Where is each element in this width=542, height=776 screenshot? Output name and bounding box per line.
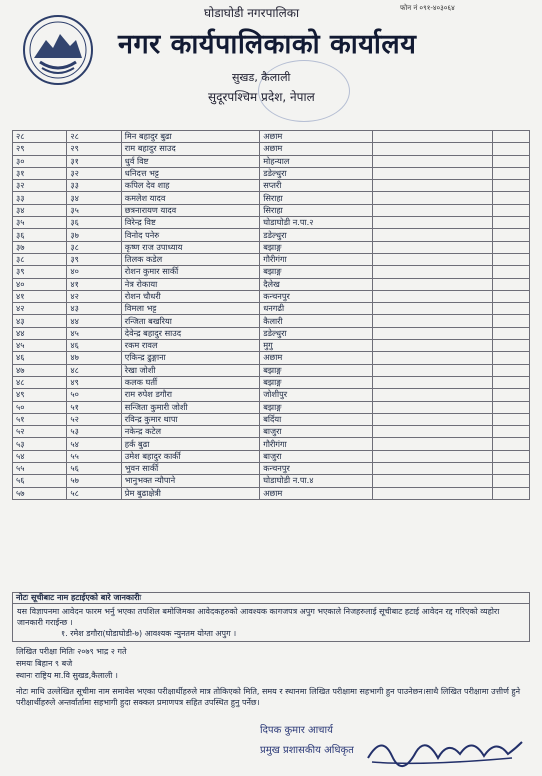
blank-cell [373, 475, 492, 487]
blank-cell [373, 131, 492, 143]
serial-number: ४६ [13, 352, 67, 364]
candidate-address: बाजुरा [260, 450, 373, 462]
roll-number: ४१ [67, 278, 121, 290]
candidate-address: अछाम [260, 131, 373, 143]
table-row [13, 426, 530, 438]
roll-number: ४८ [67, 364, 121, 376]
blank-cell [373, 376, 492, 388]
table-row [13, 192, 530, 204]
blank-cell [373, 389, 492, 401]
candidate-name: भानुभक्त न्यौपाने [121, 475, 259, 487]
blank-cell [373, 241, 492, 253]
table-row [13, 290, 530, 302]
roll-number: ५० [67, 389, 121, 401]
candidate-address: गौरीगंगा [260, 253, 373, 265]
candidate-name: कलक घर्ती [121, 376, 259, 388]
candidate-name: मिन बहादुर बुढा [121, 131, 259, 143]
blank-cell [492, 340, 529, 352]
serial-number: ५० [13, 401, 67, 413]
blank-cell [373, 290, 492, 302]
roll-number: ३८ [67, 241, 121, 253]
roll-number: ४७ [67, 352, 121, 364]
blank-cell [492, 327, 529, 339]
serial-number: ३० [13, 155, 67, 167]
table-row [13, 389, 530, 401]
blank-cell [492, 389, 529, 401]
table-row [13, 167, 530, 179]
blank-cell [373, 315, 492, 327]
candidate-address: डडेल्धुरा [260, 167, 373, 179]
blank-cell [373, 192, 492, 204]
serial-number: ३१ [13, 167, 67, 179]
serial-number: ४९ [13, 389, 67, 401]
notes-body [12, 604, 530, 642]
serial-number: ४१ [13, 290, 67, 302]
signatory-name: दिपक कुमार आचार्य [260, 725, 333, 736]
signatory-title: प्रमुख प्रशासकीय अधिकृत [260, 745, 354, 756]
roll-number: ३३ [67, 180, 121, 192]
candidate-name: रविन्द्र कुमार थापा [121, 413, 259, 425]
blank-cell [492, 167, 529, 179]
blank-cell [373, 487, 492, 499]
serial-number: २९ [13, 143, 67, 155]
table-row [13, 315, 530, 327]
serial-number: ३६ [13, 229, 67, 241]
serial-number: ५२ [13, 426, 67, 438]
candidate-address: अछाम [260, 487, 373, 499]
blank-cell [492, 229, 529, 241]
candidate-address: कन्चनपुर [260, 290, 373, 302]
table-row [13, 217, 530, 229]
candidate-name: उमेश बहादुर कार्की [121, 450, 259, 462]
org-name: घोडाघोडी नगरपालिका [204, 6, 300, 20]
table-row [13, 303, 530, 315]
candidate-address: सप्तरी [260, 180, 373, 192]
serial-number: ४८ [13, 376, 67, 388]
candidate-address: कन्चनपुर [260, 463, 373, 475]
blank-cell [492, 426, 529, 438]
blank-cell [373, 450, 492, 462]
table-row [13, 364, 530, 376]
blank-cell [492, 463, 529, 475]
serial-number: ३४ [13, 204, 67, 216]
roll-number: ५४ [67, 438, 121, 450]
notes-text: यस विज्ञापनमा आवेदन फारम भर्नु भएका तपशिल बमोजिमका आवेदकहरुको आवश्यक कागजपत्र अपुग भएकाले निजहरुलाई सूचीबाट हटाई आवेदन रद्द गरिएको व्यहोरा जानकारी गराईन्छ । [17, 607, 500, 627]
blank-cell [373, 229, 492, 241]
blank-cell [373, 364, 492, 376]
candidate-name: रकम रावल [121, 340, 259, 352]
candidate-address: मुगु [260, 340, 373, 352]
candidate-name: राम रुपेश डगौरा [121, 389, 259, 401]
phone-number: फोन नं ०९१-४०३०६४ [400, 4, 455, 12]
candidate-name: धुर्व विष्ट [121, 155, 259, 167]
removal-notes [12, 592, 530, 642]
blank-cell [492, 303, 529, 315]
candidate-name: देवेन्द्र बहादुर साउद [121, 327, 259, 339]
candidate-address: बर्दिया [260, 413, 373, 425]
candidate-address: धनगढी [260, 303, 373, 315]
blank-cell [373, 352, 492, 364]
serial-number: ४७ [13, 364, 67, 376]
candidate-name: विरेन्द्र विष्ट [121, 217, 259, 229]
blank-cell [373, 217, 492, 229]
nepal-emblem-icon [20, 12, 96, 88]
serial-number: ३८ [13, 253, 67, 265]
serial-number: ५४ [13, 450, 67, 462]
roll-number: ४६ [67, 340, 121, 352]
blank-cell [492, 217, 529, 229]
table-row [13, 438, 530, 450]
candidate-address: बाजुरा [260, 426, 373, 438]
table-row [13, 229, 530, 241]
blank-cell [373, 327, 492, 339]
blank-cell [492, 155, 529, 167]
candidate-address: डडेल्धुरा [260, 229, 373, 241]
roll-number: ४३ [67, 303, 121, 315]
candidate-address: डडेल्धुरा [260, 327, 373, 339]
candidate-address: सिराहा [260, 204, 373, 216]
blank-cell [492, 376, 529, 388]
exam-time: समयः बिहान ९ बजे [16, 659, 73, 668]
table-row [13, 327, 530, 339]
serial-number: ४४ [13, 327, 67, 339]
address-line2: सुदूरपश्चिम प्रदेश, नेपाल [208, 90, 315, 104]
table-row [13, 450, 530, 462]
blank-cell [492, 352, 529, 364]
candidate-address: कैलारी [260, 315, 373, 327]
candidate-name: विनोद पनेरु [121, 229, 259, 241]
blank-cell [492, 131, 529, 143]
table-row [13, 463, 530, 475]
candidate-address: सिराहा [260, 192, 373, 204]
blank-cell [373, 204, 492, 216]
serial-number: ५१ [13, 413, 67, 425]
table-row [13, 241, 530, 253]
blank-cell [373, 180, 492, 192]
blank-cell [373, 253, 492, 265]
blank-cell [492, 192, 529, 204]
blank-cell [373, 155, 492, 167]
serial-number: ३५ [13, 217, 67, 229]
candidate-address: बझाङ्ग [260, 266, 373, 278]
roll-number: ५५ [67, 450, 121, 462]
candidate-name: एकिन्द्र ढुङ्गाना [121, 352, 259, 364]
table-row [13, 352, 530, 364]
candidate-address: घोडाघोडी न.पा.२ [260, 217, 373, 229]
table-row [13, 155, 530, 167]
letterhead [0, 0, 542, 130]
blank-cell [492, 315, 529, 327]
table-row [13, 413, 530, 425]
final-note: नोटः माथि उल्लेखित सूचीमा नाम समावेस भएका परीक्षार्थीहरुले मात्र तोकिएको मिति, समय र स्थानमा लिखित परीक्षामा सहभागी हुन पाउनेछन।साथै लिखित परीक्षामा उत्तीर्ण हुने परीक्षार्थीहरुले अन्तर्वार्तामा सहभागी हुदा सक्कल प्रमाणपत्र सहित उपस्थित हुनु पर्नेछ। [16, 687, 521, 707]
blank-cell [373, 278, 492, 290]
table-row [13, 253, 530, 265]
serial-number: ३२ [13, 180, 67, 192]
roll-number: ४५ [67, 327, 121, 339]
blank-cell [492, 180, 529, 192]
serial-number: २८ [13, 131, 67, 143]
candidate-name: धनिदत्त भट्ट [121, 167, 259, 179]
roll-number: २८ [67, 131, 121, 143]
blank-cell [492, 364, 529, 376]
candidate-address: बझाङ्ग [260, 241, 373, 253]
candidate-name: विमला भट्ट [121, 303, 259, 315]
blank-cell [373, 426, 492, 438]
blank-cell [492, 450, 529, 462]
candidate-name: भुवन सार्की [121, 463, 259, 475]
serial-number: ५७ [13, 487, 67, 499]
table-row [13, 131, 530, 143]
roll-number: ३२ [67, 167, 121, 179]
blank-cell [492, 143, 529, 155]
roll-number: ३५ [67, 204, 121, 216]
candidate-name: रोशन चौधरी [121, 290, 259, 302]
roll-number: ५७ [67, 475, 121, 487]
roll-number: ४४ [67, 315, 121, 327]
candidate-table-body [13, 131, 530, 500]
blank-cell [492, 204, 529, 216]
office-title: नगर कार्यपालिकाको कार्यालय [118, 29, 417, 60]
roll-number: ५१ [67, 401, 121, 413]
serial-number: ५३ [13, 438, 67, 450]
candidate-name: छत्रनारायण यादव [121, 204, 259, 216]
roll-number: ३९ [67, 253, 121, 265]
serial-number: ४५ [13, 340, 67, 352]
candidate-address: अछाम [260, 143, 373, 155]
roll-number: ४२ [67, 290, 121, 302]
table-row [13, 376, 530, 388]
notes-heading: नोटः सूचीबाट नाम हटाईएको बारे जानकारीः [12, 592, 530, 604]
exam-venue: स्थानः राष्ट्रिय मा.वि सुखड,कैलाली । [16, 671, 118, 680]
blank-cell [373, 463, 492, 475]
serial-number: ४२ [13, 303, 67, 315]
serial-number: ३७ [13, 241, 67, 253]
blank-cell [492, 438, 529, 450]
roll-number: ३७ [67, 229, 121, 241]
roll-number: ५२ [67, 413, 121, 425]
candidate-name: नकेन्द्र कटेल [121, 426, 259, 438]
serial-number: ५५ [13, 463, 67, 475]
blank-cell [373, 413, 492, 425]
blank-cell [373, 303, 492, 315]
candidate-address: बझाङ्ग [260, 401, 373, 413]
blank-cell [492, 401, 529, 413]
serial-number: ४० [13, 278, 67, 290]
candidate-name: कपिल देव शाह [121, 180, 259, 192]
roll-number: ४० [67, 266, 121, 278]
serial-number: ३९ [13, 266, 67, 278]
blank-cell [373, 438, 492, 450]
blank-cell [492, 475, 529, 487]
candidate-address: दैलेख [260, 278, 373, 290]
candidate-address: बझाङ्ग [260, 364, 373, 376]
candidate-table [12, 130, 530, 500]
table-row [13, 278, 530, 290]
blank-cell [373, 340, 492, 352]
blank-cell [492, 278, 529, 290]
blank-cell [492, 241, 529, 253]
blank-cell [492, 290, 529, 302]
serial-number: ५६ [13, 475, 67, 487]
candidate-address: घोडाघोडी न.पा.४ [260, 475, 373, 487]
blank-cell [492, 487, 529, 499]
candidate-name: रन्जिता बखरिया [121, 315, 259, 327]
blank-cell [492, 253, 529, 265]
handwritten-signature [362, 728, 526, 768]
candidate-address: गौरीगंगा [260, 438, 373, 450]
table-row [13, 143, 530, 155]
table-row [13, 475, 530, 487]
roll-number: ५६ [67, 463, 121, 475]
candidate-address: जोशीपुर [260, 389, 373, 401]
exam-date: लिखित परीक्षा मितिः २०७९ भाद्र २ गते [16, 647, 127, 656]
candidate-name: नेत्र रोकाया [121, 278, 259, 290]
table-row [13, 180, 530, 192]
candidate-name: सन्जिता कुमारी जोशी [121, 401, 259, 413]
candidate-name: तिलक कडेल [121, 253, 259, 265]
candidate-name: राम बहादुर साउद [121, 143, 259, 155]
roll-number: ३१ [67, 155, 121, 167]
candidate-name: कमलेश यादव [121, 192, 259, 204]
table-row [13, 340, 530, 352]
table-row [13, 266, 530, 278]
table-row [13, 204, 530, 216]
roll-number: ३४ [67, 192, 121, 204]
roll-number: ४९ [67, 376, 121, 388]
blank-cell [492, 266, 529, 278]
candidate-name: रेखा जोशी [121, 364, 259, 376]
blank-cell [373, 401, 492, 413]
candidate-name: रोशन कुमार सार्की [121, 266, 259, 278]
candidate-address: मोहन्याल [260, 155, 373, 167]
candidate-address: बझाङ्ग [260, 376, 373, 388]
candidate-name: हर्क बुढा [121, 438, 259, 450]
roll-number: २९ [67, 143, 121, 155]
blank-cell [373, 266, 492, 278]
table-row [13, 401, 530, 413]
serial-number: ३३ [13, 192, 67, 204]
table-row [13, 487, 530, 499]
candidate-name: प्रेम बुढाक्षेत्री [121, 487, 259, 499]
candidate-name: कृष्ण राज उपाध्याय [121, 241, 259, 253]
blank-cell [373, 143, 492, 155]
serial-number: ४३ [13, 315, 67, 327]
roll-number: ३६ [67, 217, 121, 229]
roll-number: ५३ [67, 426, 121, 438]
blank-cell [492, 413, 529, 425]
notes-item: १. रमेश डगौरा(घोडाघोडी-७) आवश्यक न्युनतम योग्ता अपुग । [61, 629, 237, 638]
candidate-address: अछाम [260, 352, 373, 364]
address-line1: सुखड, कैलाली [232, 71, 291, 84]
blank-cell [373, 167, 492, 179]
roll-number: ५८ [67, 487, 121, 499]
